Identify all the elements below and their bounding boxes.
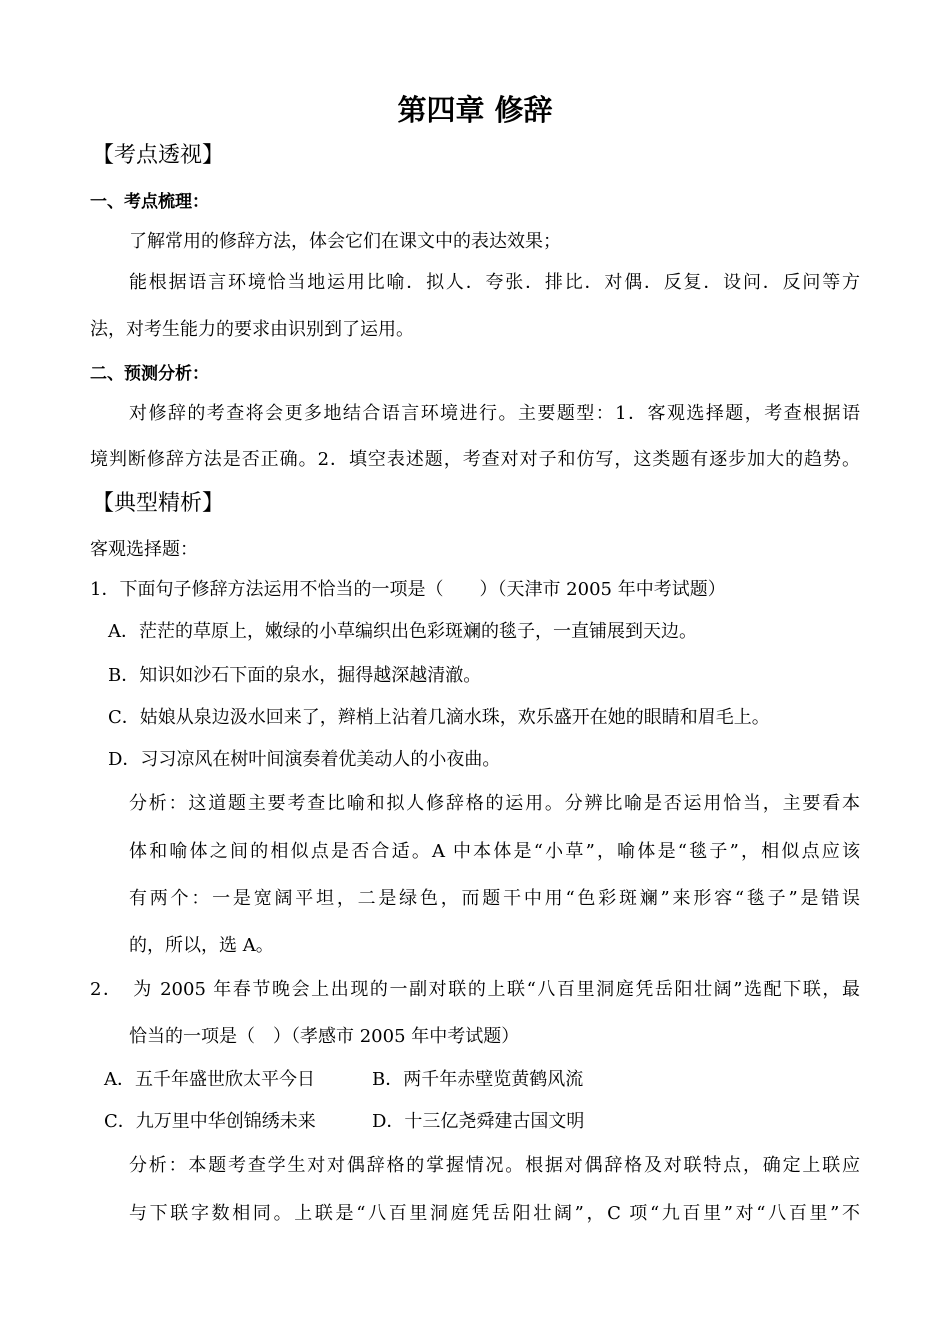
question-2-stem: 2． 为 2005 年春节晚会上出现的一副对联的上联“八百里洞庭凭岳阳壮阔”选配下联，最: [90, 979, 860, 1000]
question-2-option-a: A．五千年盛世欣太平今日: [104, 1069, 315, 1090]
subheading-kaodian-shuli: 一、考点梳理：: [90, 192, 209, 212]
question-1-analysis-line: 的，所以，选 A。: [129, 935, 274, 956]
section-heading-kaodian: 【考点透视】: [92, 143, 225, 168]
paragraph-line: 对修辞的考查将会更多地结合语言环境进行。主要题型：1．客观选择题，考查根据语: [129, 403, 860, 424]
paragraph-line: 法，对考生能力的要求由识别到了运用。: [90, 319, 414, 340]
paragraph-line: 能根据语言环境恰当地运用比喻．拟人．夸张．排比．对偶．反复．设问．反问等方: [129, 272, 860, 293]
question-1-option-a: A．茫茫的草原上，嫩绿的小草编织出色彩斑斓的毯子，一直铺展到天边。: [108, 621, 697, 642]
question-2-option-b: B．两千年赤壁览黄鹤风流: [372, 1069, 584, 1090]
paragraph-line: 了解常用的修辞方法，体会它们在课文中的表达效果；: [129, 231, 561, 252]
objective-label: 客观选择题：: [90, 539, 198, 560]
question-2-option-d: D．十三亿尧舜建古国文明: [372, 1111, 585, 1132]
question-2-analysis-line: 分析：本题考查学生对对偶辞格的掌握情况。根据对偶辞格及对联特点，确定上联应: [129, 1155, 860, 1176]
question-2-options-row-2: [104, 1110, 584, 1134]
question-1-analysis-line: 有两个：一是宽阔平坦，二是绿色，而题干中用“色彩斑斓”来形容“毯子”是错误: [129, 888, 860, 909]
question-2-option-c: C．九万里中华创锦绣未来: [104, 1111, 316, 1132]
question-1-option-b: B．知识如沙石下面的泉水，掘得越深越清澈。: [108, 665, 482, 686]
question-2-stem-cont: 恰当的一项是（ ）（孝感市 2005 年中考试题）: [129, 1026, 520, 1047]
subheading-yuce-fenxi: 二、预测分析：: [90, 364, 209, 384]
page-title: 第四章 修辞: [397, 93, 553, 127]
paragraph-line: 境判断修辞方法是否正确。2．填空表述题，考查对对子和仿写，这类题有逐步加大的趋势。: [90, 449, 860, 470]
section-heading-dianxing: 【典型精析】: [92, 491, 225, 516]
question-1-analysis-line: 体和喻体之间的相似点是否合适。A 中本体是“小草”，喻体是“毯子”，相似点应该: [129, 841, 860, 862]
question-1-stem: 1．下面句子修辞方法运用不恰当的一项是（ ）（天津市 2005 年中考试题）: [90, 579, 726, 600]
question-1-option-d: D．习习凉风在树叶间演奏着优美动人的小夜曲。: [108, 749, 501, 770]
question-2-options-row-1: [104, 1068, 583, 1092]
question-1-analysis-line: 分析：这道题主要考查比喻和拟人修辞格的运用。分辨比喻是否运用恰当，主要看本: [129, 793, 860, 814]
question-1-option-c: C．姑娘从泉边汲水回来了，辫梢上沾着几滴水珠，欢乐盛开在她的眼睛和眉毛上。: [108, 707, 770, 728]
question-2-analysis-line: 与下联字数相同。上联是“八百里洞庭凭岳阳壮阔”，C 项“九百里”对“八百里”不: [129, 1203, 860, 1224]
